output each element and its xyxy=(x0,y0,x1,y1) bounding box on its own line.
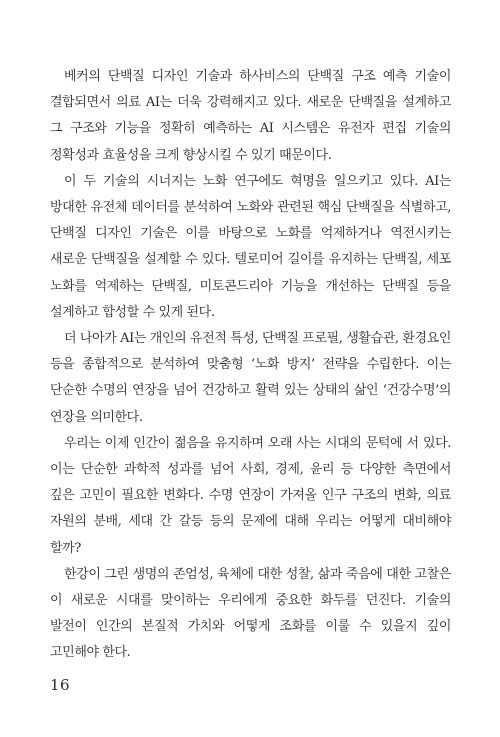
page-number: 16 xyxy=(50,676,71,694)
paragraph-2: 이 두 기술의 시너지는 노화 연구에도 혁명을 일으키고 있다. AI는 방대한 유전체 데이터를 분석하여 노화와 관련된 핵심 단백질을 식별하고, 단백질 디자인 기술은 이를 바탕으로 노화를 억제하거나 역전시키는 새로운 단백질을 설계할 수 있다. 텔로미어 길이를 유지하는 단백질, 세포 노화를 억제하는 단백질, 미토콘드리아 기능을 개선하는 단백질 등을 설계하고 합성할 수 있게 된다. xyxy=(50,173,451,320)
paragraph-1: 베커의 단백질 디자인 기술과 하사비스의 단백질 구조 예측 기술이 결합되면서 의료 AI는 더욱 강력해지고 있다. 새로운 단백질을 설계하고 그 구조와 기능을 정확히 예측하는 AI 시스템은 유전자 편집 기술의 정확성과 효율성을 크게 향상시킬 수 있기 때문이다. xyxy=(50,69,451,163)
paragraph-5: 한강이 그린 생명의 존엄성, 육체에 대한 성찰, 삶과 죽음에 대한 고찰은 이 새로운 시대를 맞이하는 우리에게 중요한 화두를 던진다. 기술의 발전이 인간의 본질적 가치와 어떻게 조화를 이룰 수 있을지 깊이 고민해야 한다. xyxy=(50,566,451,661)
page-body xyxy=(50,64,451,667)
paragraph-4: 우리는 이제 인간이 젊음을 유지하며 오래 사는 시대의 문턱에 서 있다. 이는 단순한 과학적 성과를 넘어 사회, 경제, 윤리 등 다양한 측면에서 깊은 고민이 필요한 변화다. 수명 연장이 가져올 인구 구조의 변화, 의료 자원의 분배, 세대 간 갈등 등의 문제에 대해 우리는 어떻게 대비해야 할까? xyxy=(50,435,451,556)
paragraph-3: 더 나아가 AI는 개인의 유전적 특성, 단백질 프로필, 생활습관, 환경요인 등을 종합적으로 분석하여 맞춤형 ‘노화 방지’ 전략을 수립한다. 이는 단순한 수명의 연장을 넘어 건강하고 활력 있는 상태의 삶인 ‘건강수명’의 연장을 의미한다. xyxy=(50,331,451,425)
